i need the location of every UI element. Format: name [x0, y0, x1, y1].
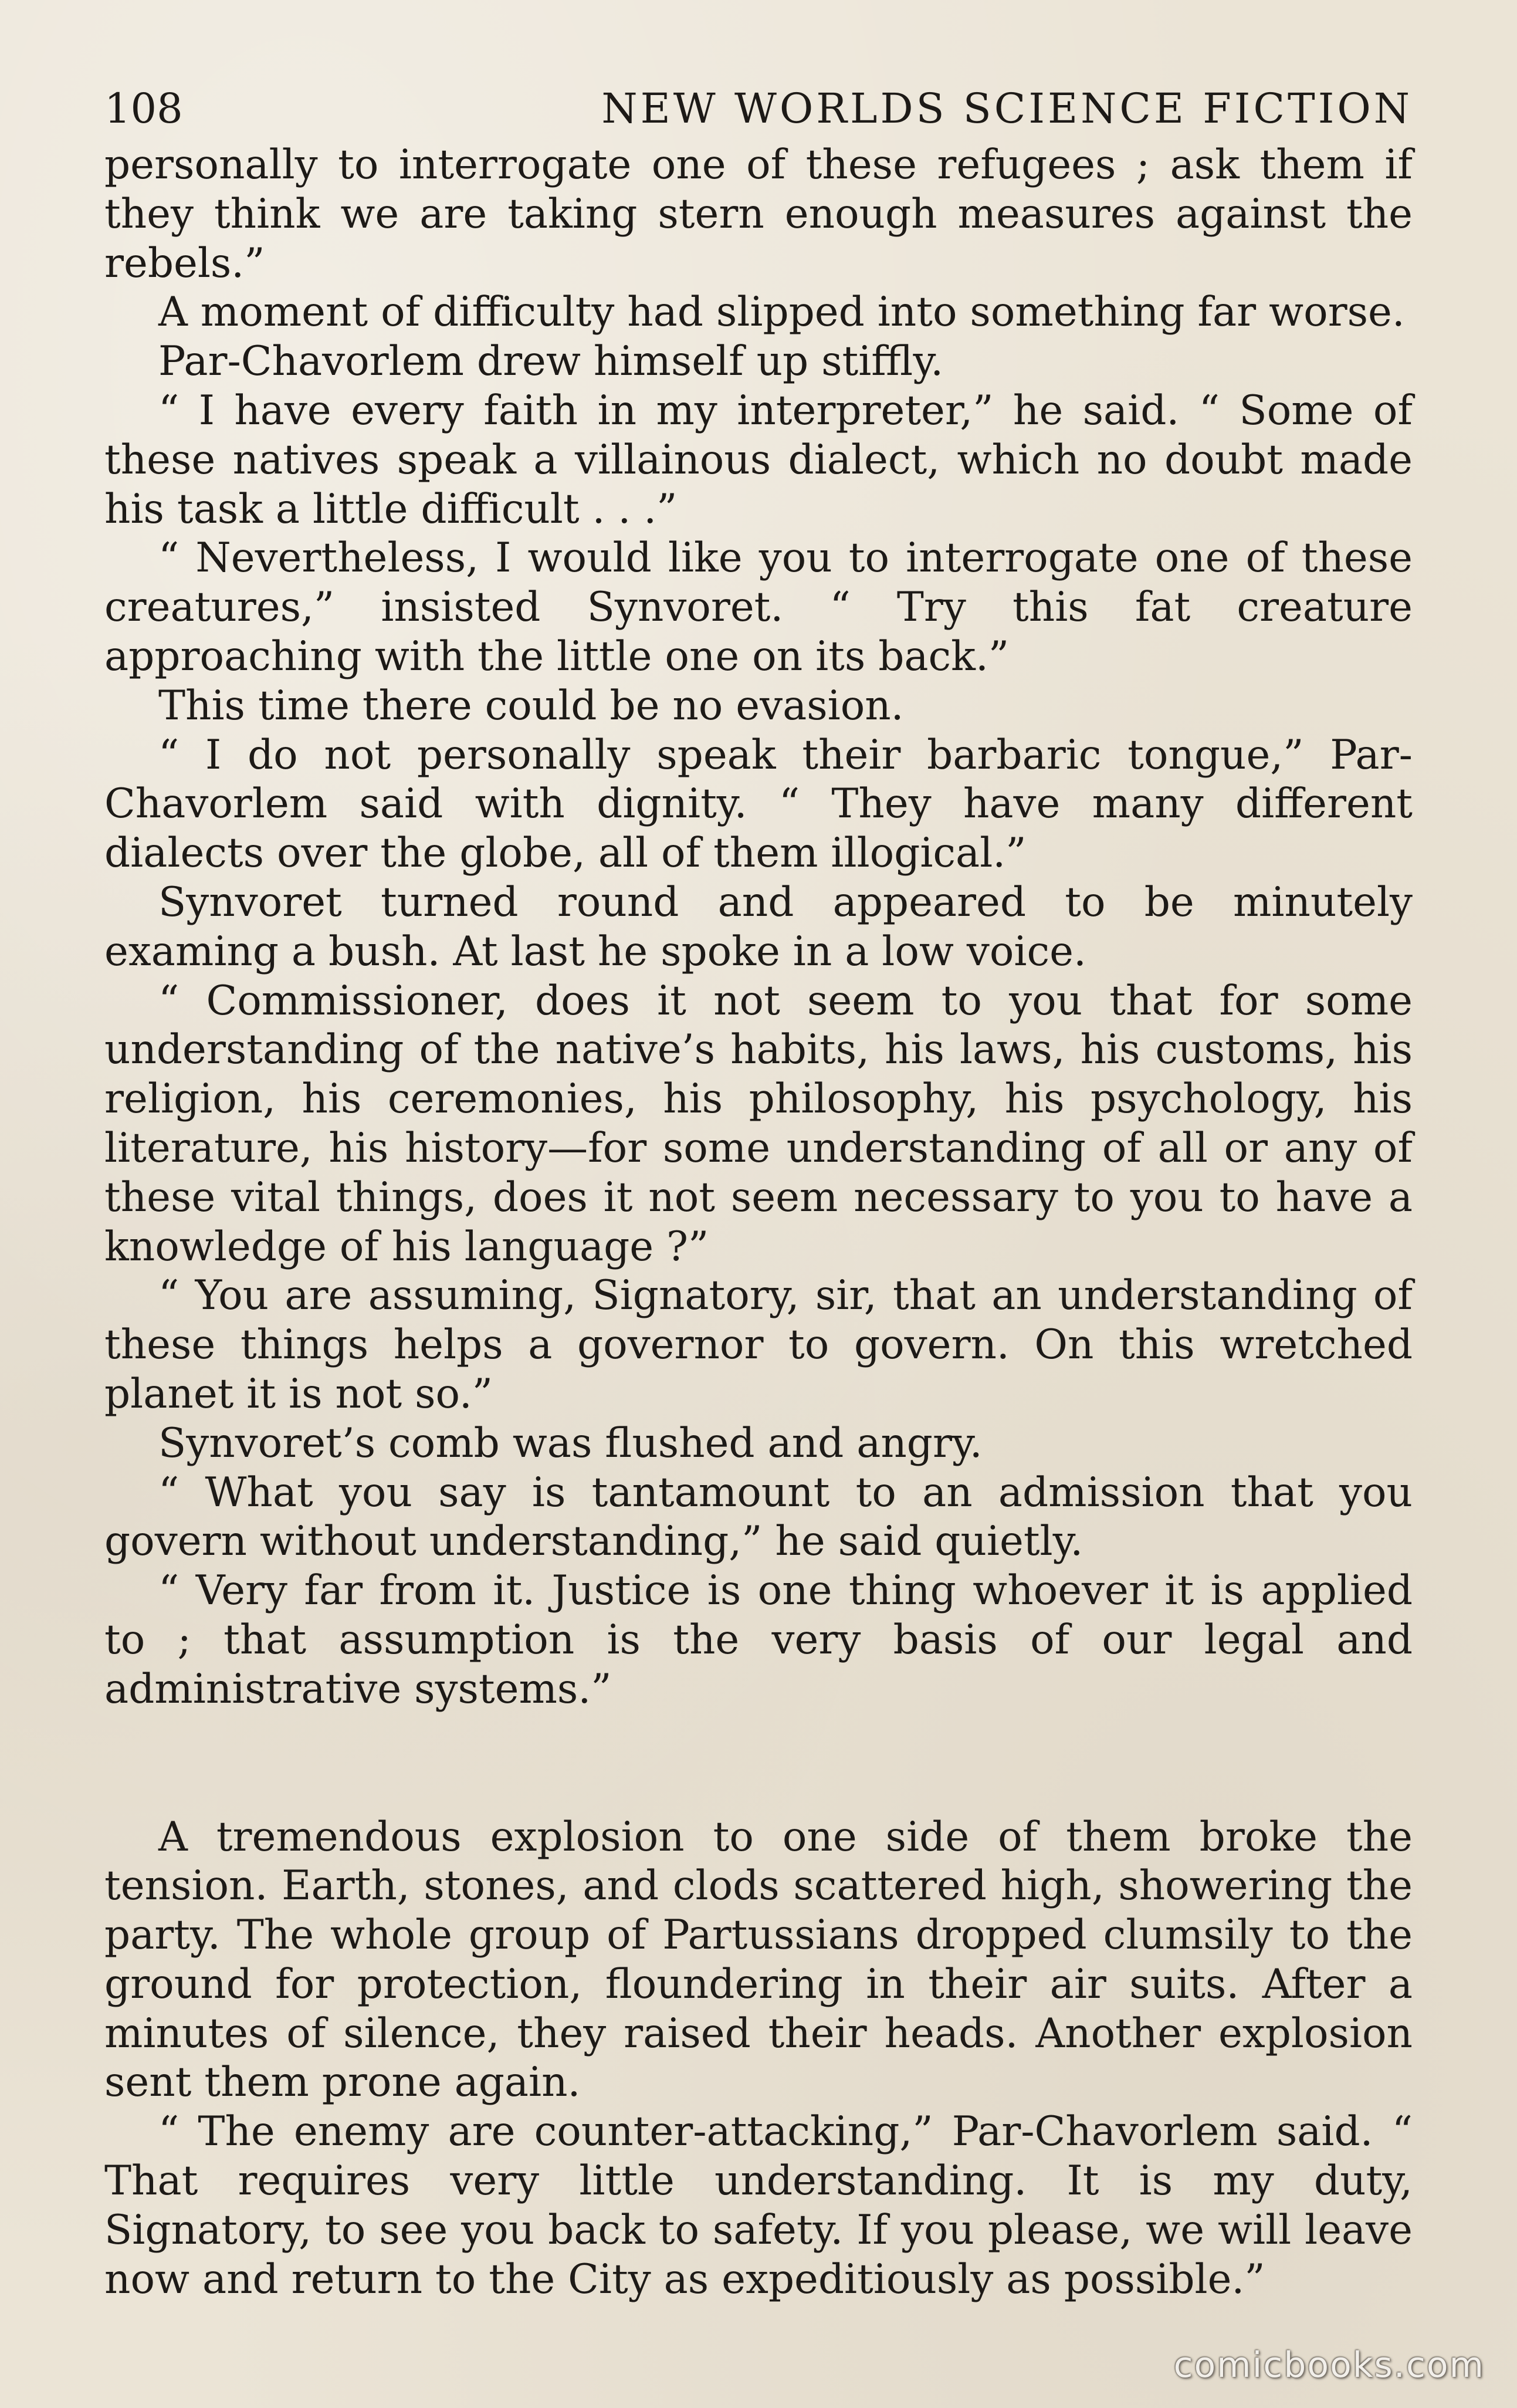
paragraph: “ The enemy are counter-attacking,” Par-Chavorlem said. “ That requires very little understanding. It is my duty, Signatory, to see you back to safety. If you please, we will leave now and return to the City as expeditiously as possible.” — [104, 2108, 1413, 2303]
paragraph: Synvoret turned round and appeared to be minutely examing a bush. At last he spoke in a low voice. — [104, 878, 1413, 975]
paragraph: “ I do not personally speak their barbaric tongue,” Par-Chavorlem said with dignity. “ They have many different dialects over the globe, all of them illogical.” — [104, 731, 1413, 877]
paragraph: A moment of difficulty had slipped into something far worse. — [158, 289, 1405, 336]
paragraph: “ What you say is tantamount to an admission that you govern without understanding,” he said quietly. — [104, 1469, 1413, 1565]
running-header — [104, 76, 1413, 141]
running-title: NEW WORLDS SCIENCE FICTION — [601, 84, 1413, 133]
section-break — [104, 1714, 1413, 1813]
paragraph: Par-Chavorlem drew himself up stiffly. — [158, 338, 944, 385]
book-page — [104, 76, 1413, 2335]
paragraph: “ Commissioner, does it not seem to you that for some understanding of the native’s habits, his laws, his customs, his religion, his ceremonies, his philosophy, his psychology, his literature, his history—for some understanding of all or any of these vital things, does it not seem necessary to you to have a knowledge of his language ?” — [104, 977, 1413, 1270]
paragraph: “ I have every faith in my interpreter,” he said. “ Some of these natives speak a villainous dialect, which no doubt made his task a little difficult . . .” — [104, 387, 1413, 533]
paragraph: Synvoret’s comb was flushed and angry. — [158, 1419, 983, 1467]
page-number: 108 — [104, 84, 183, 133]
paragraph: “ Very far from it. Justice is one thing whoever it is applied to ; that assumption is the very basis of our legal and administrative systems.” — [104, 1567, 1413, 1713]
paragraph: personally to interrogate one of these refugees ; ask them if they think we are taking stern enough measures against the rebels.” — [104, 141, 1413, 287]
site-watermark: comicbooks.com — [1173, 2345, 1485, 2386]
paragraph: “ Nevertheless, I would like you to interrogate one of these creatures,” insisted Synvoret. “ Try this fat creature approaching with the little one on its back.” — [104, 535, 1413, 680]
paragraph: A tremendous explosion to one side of them broke the tension. Earth, stones, and clods scattered high, showering the party. The whole group of Partussians dropped clumsily to the ground for protection, floundering in their air suits. After a minutes of silence, they raised their heads. Another explosion sent them prone again. — [104, 1813, 1413, 2106]
paragraph: “ You are assuming, Signatory, sir, that an understanding of these things helps a governor to govern. On this wretched planet it is not so.” — [104, 1272, 1413, 1418]
page-body — [104, 141, 1413, 2304]
paragraph: This time there could be no evasion. — [158, 682, 904, 729]
